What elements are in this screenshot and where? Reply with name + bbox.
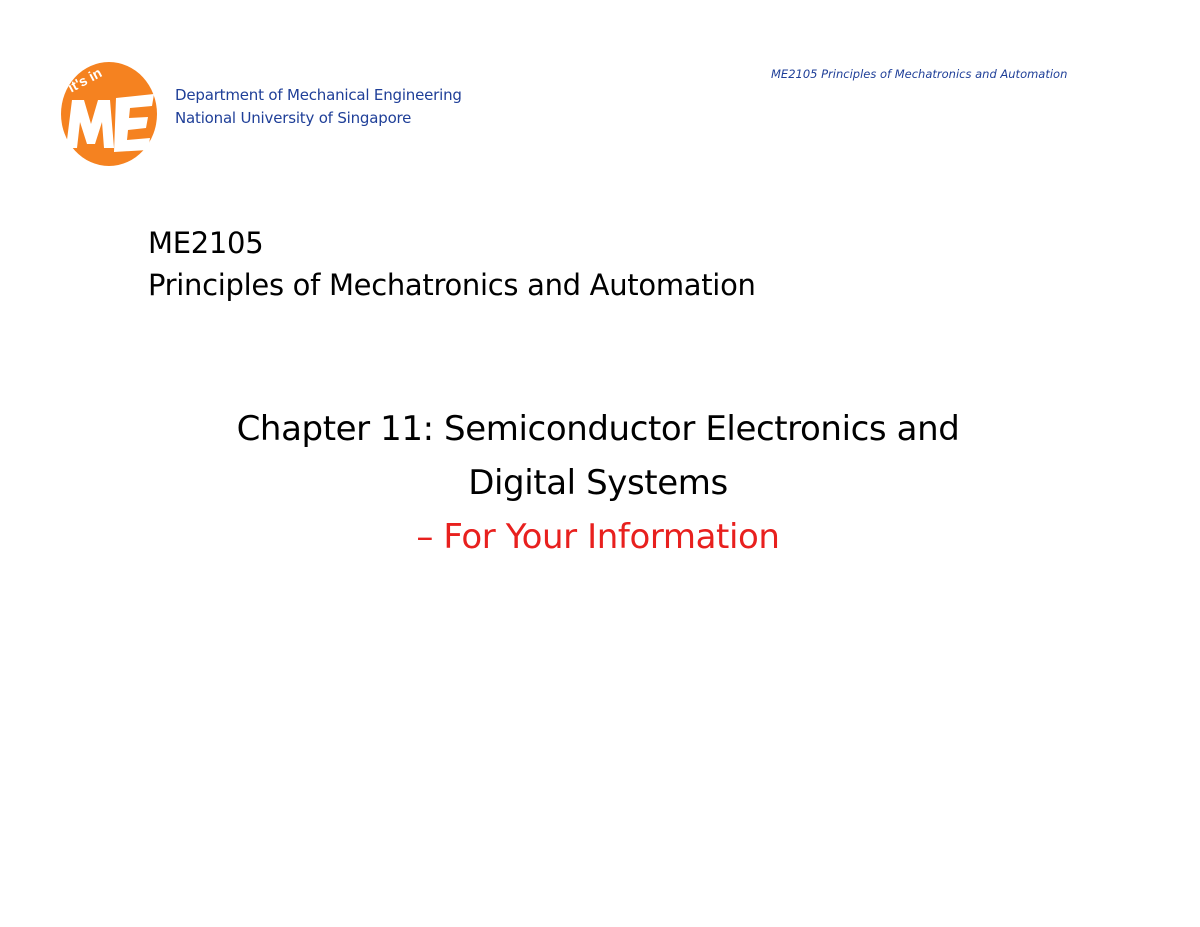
department-name: Department of Mechanical Engineering — [175, 86, 462, 104]
logo-tagline: it's in — [65, 64, 105, 96]
me-logo-graphic — [60, 60, 160, 168]
course-code: ME2105 — [148, 226, 264, 260]
course-title: Principles of Mechatronics and Automation — [148, 268, 756, 302]
running-header-course-title: ME2105 Principles of Mechatronics and Automation — [771, 67, 1068, 81]
chapter-fyi-note: – For Your Information — [416, 517, 780, 557]
me-logo — [60, 60, 160, 168]
department-block — [175, 84, 462, 130]
chapter-title-line-1: Chapter 11: Semiconductor Electronics and — [236, 409, 960, 449]
university-name: National University of Singapore — [175, 109, 412, 127]
course-title-block — [148, 222, 756, 306]
chapter-title-line-2: Digital Systems — [468, 463, 728, 503]
chapter-title-block — [0, 402, 1196, 564]
